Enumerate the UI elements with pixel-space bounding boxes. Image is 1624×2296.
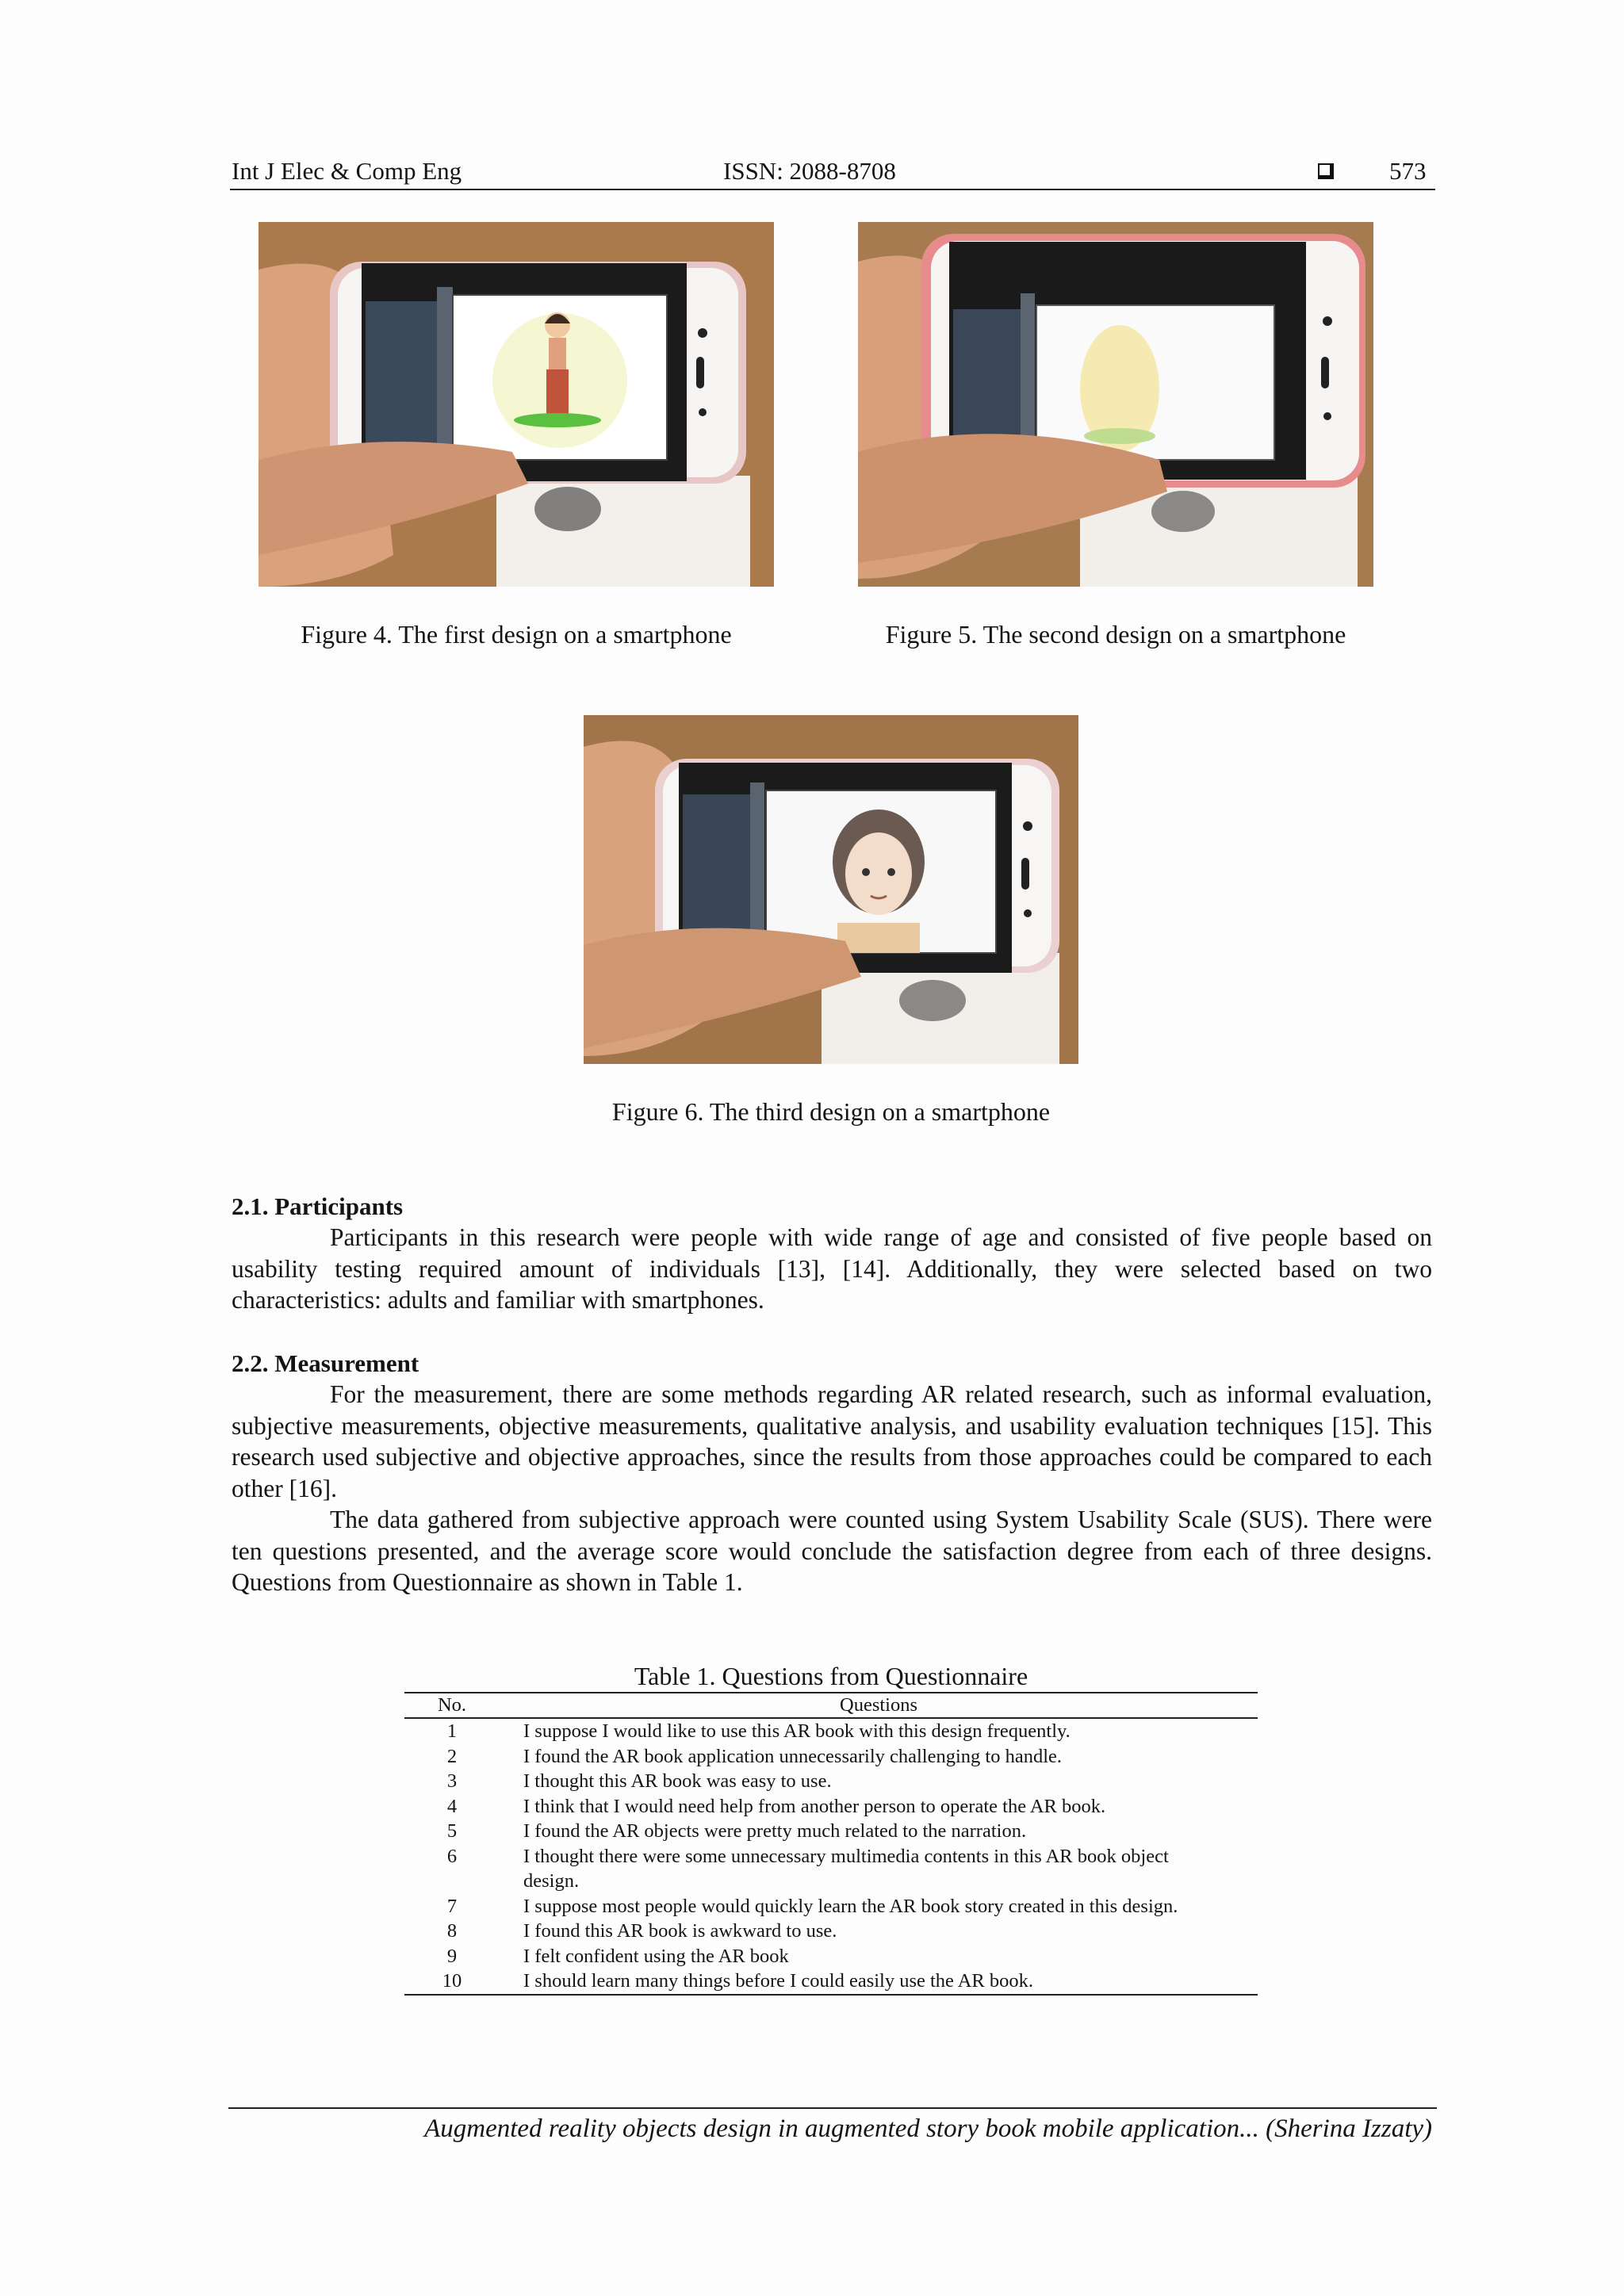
- header-questions: Questions: [500, 1693, 1258, 1718]
- table-row: [404, 1769, 1258, 1794]
- table-row: [404, 1844, 1258, 1894]
- row-question: I suppose most people would quickly learn the AR book story created in this design.: [523, 1895, 1178, 1917]
- row-number: 3: [446, 1770, 458, 1792]
- footer-rule: [228, 2107, 1437, 2109]
- row-number: 7: [446, 1895, 458, 1917]
- row-question: I found the AR objects were pretty much related to the narration.: [523, 1820, 1027, 1842]
- row-question: I should learn many things before I could easily use the AR book.: [523, 1970, 1033, 1992]
- figure-6-image: [584, 715, 1078, 1064]
- row-question: I thought there were some unnecessary multimedia contents in this AR book object design.: [523, 1845, 1169, 1892]
- row-question: I suppose I would like to use this AR book with this design frequently.: [523, 1720, 1071, 1742]
- table-row: [404, 1969, 1258, 1995]
- table-title: Table 1. Questions from Questionnaire: [634, 1662, 1028, 1690]
- page-number: 573: [1389, 157, 1427, 185]
- header-no: No.: [404, 1693, 500, 1718]
- row-question: I felt confident using the AR book: [523, 1945, 789, 1967]
- header-rule: [230, 189, 1435, 190]
- footer-citation: Augmented reality objects design in augmented story book mobile application... (Sherina Izzaty): [424, 2114, 1432, 2143]
- table-row: [404, 1718, 1258, 1744]
- row-number: 1: [446, 1720, 458, 1742]
- paragraph-measurement-2: The data gathered from subjective approach were counted using System Usability Scale (SUS). There were ten questions presented, and the average score would conclude the satisfaction degree from each of three designs. Questions from Questionnaire as shown in Table 1.: [232, 1506, 1432, 1596]
- row-number: 4: [446, 1795, 458, 1817]
- page-box-icon: [1318, 163, 1334, 183]
- section-title-measurement: 2.2. Measurement: [232, 1349, 419, 1377]
- row-question: I found this AR book is awkward to use.: [523, 1920, 837, 1942]
- row-number: 10: [442, 1970, 462, 1992]
- table-row: [404, 1944, 1258, 1969]
- figure-4-caption: Figure 4. The first design on a smartphone: [301, 620, 732, 649]
- table-row: [404, 1919, 1258, 1944]
- questions-table: [404, 1692, 1258, 1996]
- issn: ISSN: 2088-8708: [723, 157, 896, 185]
- figure-6-caption: Figure 6. The third design on a smartphone: [611, 1097, 1051, 1126]
- row-number: 8: [446, 1920, 458, 1942]
- row-question: I found the AR book application unnecessarily challenging to handle.: [523, 1745, 1063, 1767]
- table-row: [404, 1794, 1258, 1820]
- figure-4-image: [259, 222, 774, 587]
- paragraph-measurement-1: For the measurement, there are some methods regarding AR related research, such as informal evaluation, subjective measurements, objective measurements, qualitative analysis, and usability evaluation techniques [15]. This research used subjective and objective approaches, since the results from those approaches could be compared to each other [16].: [232, 1380, 1432, 1502]
- table-row: [404, 1819, 1258, 1844]
- row-question: I think that I would need help from another person to operate the AR book.: [523, 1795, 1106, 1817]
- journal-name: Int J Elec & Comp Eng: [232, 157, 462, 185]
- row-number: 2: [446, 1745, 458, 1767]
- section-title-participants: 2.1. Participants: [232, 1192, 404, 1220]
- row-number: 9: [446, 1945, 458, 1967]
- table-header-row: [404, 1693, 1258, 1718]
- figure-5-caption: Figure 5. The second design on a smartphone: [885, 620, 1346, 649]
- row-question: I thought this AR book was easy to use.: [523, 1770, 832, 1792]
- table-row: [404, 1894, 1258, 1919]
- row-number: 6: [446, 1845, 458, 1867]
- table-row: [404, 1744, 1258, 1770]
- paragraph-participants: Participants in this research were people with wide range of age and consisted of five people based on usability testing required amount of individuals [13], [14]. Additionally, they were selected based on two characteristics: adults and familiar with smartphones.: [232, 1223, 1432, 1314]
- row-number: 5: [446, 1820, 458, 1842]
- figure-5-image: [858, 222, 1373, 587]
